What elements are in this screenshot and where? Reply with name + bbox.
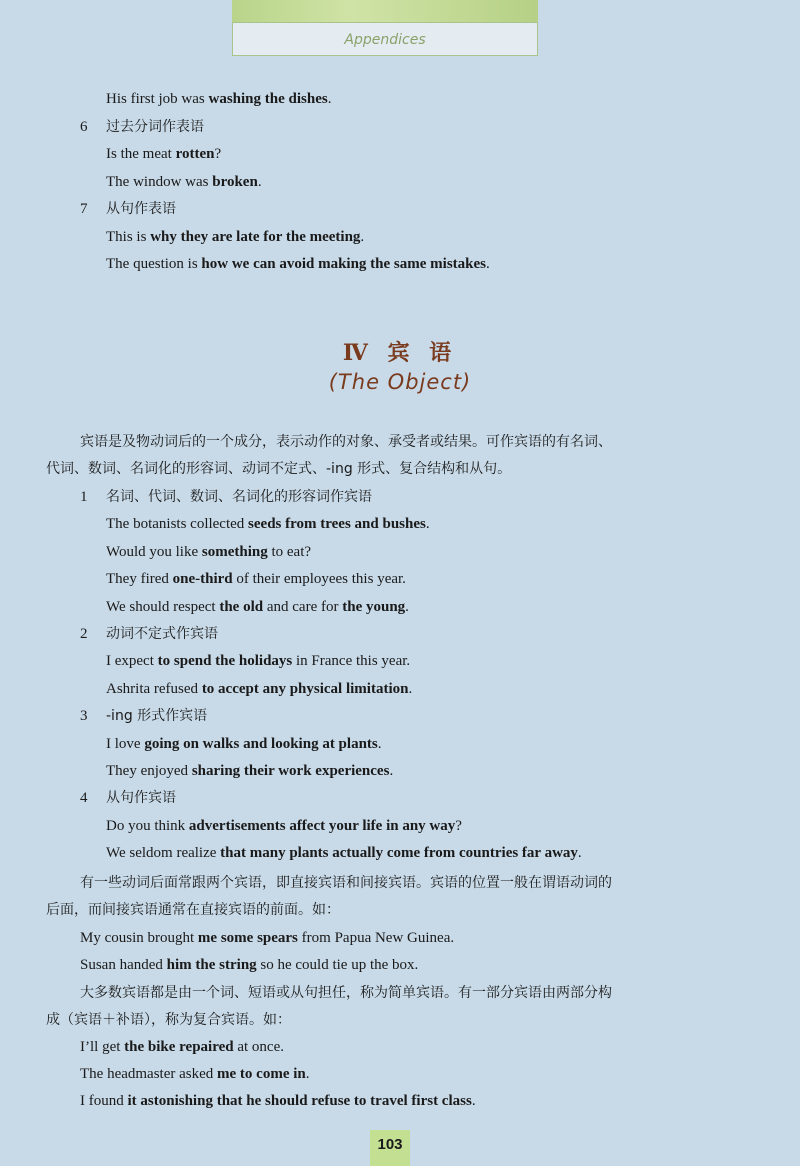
example-line [80,955,418,975]
heading-line: 从句作表语 [106,201,176,217]
text-segment: . [257,173,262,190]
text-segment: I expect [106,653,158,670]
text-segment: . [486,256,490,272]
text-segment: The window was [106,173,213,190]
bold-segment: to accept any physical limitation [201,680,409,697]
example-line [106,227,364,247]
bold-segment: how we can avoid making the same mistakes [201,256,486,272]
text-segment: Would you like [106,543,202,560]
header-banner [232,0,538,22]
example-line [106,144,221,164]
text-segment: . [408,680,413,697]
text-segment: and care for [263,598,343,615]
text-segment: . [389,763,394,779]
bold-segment: the young [342,598,406,615]
text-segment: We seldom realize [106,845,221,862]
text-segment: I found [80,1093,128,1109]
text-segment: ? [455,817,462,834]
bold-segment: him the string [166,957,257,973]
text-segment: The headmaster asked [80,1066,218,1082]
text-segment: in France this year. [292,653,411,670]
paragraph-line: 大多数宾语都是由一个词、短语或从句担任，称为简单宾语。有一部分宾语由两部分构 [80,985,612,1001]
text-segment: at once. [233,1039,284,1055]
text-segment: Ashrita refused [106,680,202,697]
example-line [80,1091,476,1111]
bold-segment: broken [212,173,258,190]
paragraph-line: 有一些动词后面常跟两个宾语，即直接宾语和间接宾语。宾语的位置一般在谓语动词的 [80,875,612,891]
bold-segment: something [201,543,268,560]
heading-line: 过去分词作表语 [106,118,204,135]
text-segment: Is the meat [106,146,176,162]
text-segment: This is [106,228,151,245]
paragraph-line: 宾语是及物动词后的一个成分，表示动作的对象、承受者或结果。可作宾语的有名词、 [80,434,612,450]
example-line [106,816,462,836]
text-segment: Susan handed [80,957,167,973]
text-segment: . [327,91,332,107]
text-segment: My cousin brought [80,930,198,946]
item-number: 3 [80,708,88,725]
bold-segment: the bike repaired [124,1039,234,1055]
example-line [80,1037,284,1057]
header-label: Appendices [344,32,426,48]
example-line [106,172,262,192]
bold-segment: rotten [175,146,215,162]
bold-segment: me to come in [217,1066,306,1082]
paragraph-line: 后面，而间接宾语通常在直接宾语的前面。如： [46,902,340,918]
text-segment: to eat? [267,543,312,560]
item-number: 4 [80,790,88,807]
bold-segment: it astonishing that he should refuse to travel first class [127,1093,472,1109]
example-line [106,651,410,671]
item-number: 7 [80,201,88,217]
bold-segment: sharing their work experiences [191,763,390,779]
bold-segment: me some spears [197,930,298,946]
heading-line: -ing 形式作宾语 [106,708,208,725]
example-line [106,542,311,562]
text-segment: The botanists collected [106,516,249,533]
text-segment: of their employees this year. [232,571,406,588]
bold-segment: seeds from trees and bushes [248,516,426,533]
text-segment: They fired [106,571,173,588]
paragraph-line: 成（宾语＋补语），称为复合宾语。如： [46,1012,291,1028]
bold-segment: going on walks and looking at plants [144,735,378,752]
header-strip [232,22,538,56]
text-segment: . [305,1066,310,1082]
bold-segment: to spend the holidays [157,653,293,670]
section-title: Ⅳ 宾 语 [342,340,458,366]
bold-segment: advertisements affect your life in any way [188,817,456,834]
bold-segment: why they are late for the meeting [150,228,361,245]
section-subtitle: (The Object) [328,370,472,394]
bold-segment: one-third [172,571,233,588]
text-segment: They enjoyed [106,763,192,779]
bold-segment: the old [219,598,264,615]
text-segment: I love [106,735,145,752]
example-line [106,761,393,781]
example-line [80,928,454,948]
text-segment: . [405,598,409,615]
item-number: 6 [80,118,88,135]
bold-segment: washing the dishes [208,91,328,107]
text-segment: so he could tie up the box. [256,957,419,973]
heading-line: 名词、代词、数词、名词化的形容词作宾语 [106,489,372,505]
example-line [106,569,406,589]
text-segment: I’ll get [80,1039,125,1055]
example-line [106,254,490,274]
example-line [106,514,430,534]
example-line [106,89,331,109]
bold-segment: that many plants actually come from countries far away [220,845,578,862]
text-segment: . [471,1093,476,1109]
text-segment: from Papua New Guinea. [297,930,455,946]
example-line [106,843,582,863]
text-segment: . [577,845,582,862]
example-line [106,597,409,617]
text-segment: Do you think [106,817,189,834]
text-segment: . [360,228,365,245]
example-line [80,1064,310,1084]
text-segment: The question is [106,256,202,272]
paragraph-line: 代词、数词、名词化的形容词、动词不定式、-ing 形式、复合结构和从句。 [46,461,512,477]
text-segment: His first job was [106,91,209,107]
text-segment: We should respect [106,598,220,615]
item-number: 2 [80,626,88,642]
text-segment: ? [214,146,222,162]
page-number-box [370,1130,410,1166]
heading-line: 动词不定式作宾语 [106,626,218,642]
page-number: 103 [377,1136,403,1153]
example-line [106,679,412,699]
item-number: 1 [80,489,88,505]
text-segment: . [377,735,382,752]
text-segment: . [425,516,430,533]
heading-line: 从句作宾语 [106,790,176,807]
example-line [106,734,382,754]
